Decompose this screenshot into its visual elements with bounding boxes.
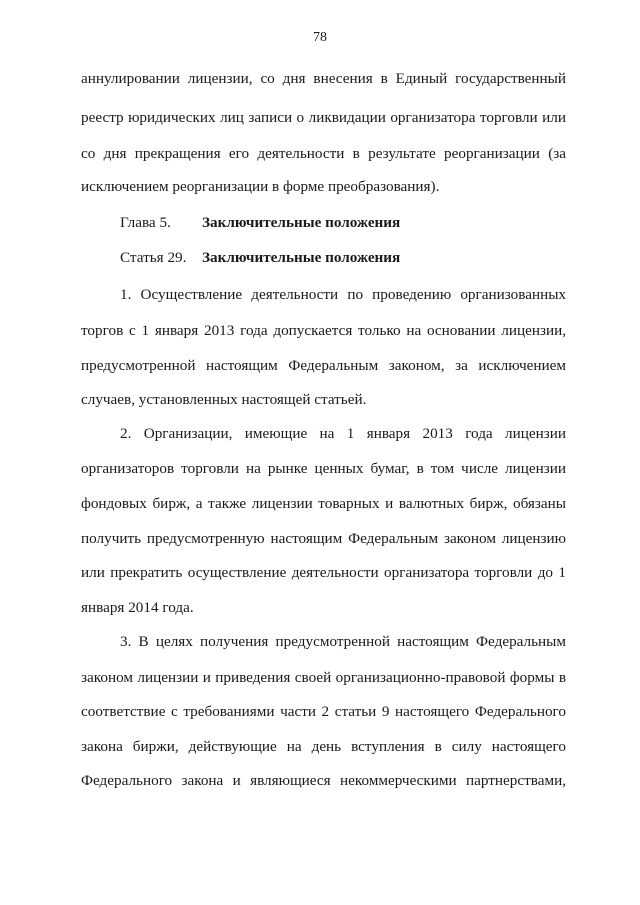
para3-line-3: соответствие с требованиями части 2 статьи 9 настоящего Федерального [81, 703, 566, 720]
page-number: 78 [313, 30, 327, 45]
chapter-title: Заключительные положения [202, 214, 401, 231]
article-title: Заключительные положения [202, 249, 401, 266]
para2-line-2: организаторов торговли на рынке ценных бумаг, в том числе лицензии [81, 460, 566, 477]
para2-line-3: фондовых бирж, а также лицензии товарных и валютных бирж, обязаны [81, 495, 566, 512]
para2-line-6: января 2014 года. [81, 599, 194, 616]
intro-line-1: аннулировании лицензии, со дня внесения в Единый государственный [81, 70, 566, 87]
para3-line-2: законом лицензии и приведения своей организационно-правовой формы в [81, 669, 566, 686]
para3-line-1: 3. В целях получения предусмотренной настоящим Федеральным [120, 633, 566, 650]
intro-line-3: со дня прекращения его деятельности в результате реорганизации (за [81, 145, 566, 162]
intro-line-2: реестр юридических лиц записи о ликвидации организатора торговли или [81, 109, 566, 126]
intro-line-4: исключением реорганизации в форме преобразования). [81, 178, 440, 195]
para1-line-2: торгов с 1 января 2013 года допускается только на основании лицензии, [81, 322, 566, 339]
para1-line-4: случаев, установленных настоящей статьей. [81, 391, 367, 408]
chapter-label: Глава 5. [120, 214, 171, 231]
para1-line-1: 1. Осуществление деятельности по проведению организованных [120, 286, 566, 303]
para3-line-5: Федерального закона и являющиеся некоммерческими партнерствами, [81, 772, 566, 789]
para2-line-5: или прекратить осуществление деятельности организатора торговли до 1 [81, 564, 566, 581]
para1-line-3: предусмотренной настоящим Федеральным законом, за исключением [81, 357, 566, 374]
para2-line-1: 2. Организации, имеющие на 1 января 2013 года лицензии [120, 425, 566, 442]
article-label: Статья 29. [120, 249, 187, 266]
para2-line-4: получить предусмотренную настоящим Федеральным законом лицензию [81, 530, 566, 547]
para3-line-4: закона биржи, действующие на день вступления в силу настоящего [81, 738, 566, 755]
